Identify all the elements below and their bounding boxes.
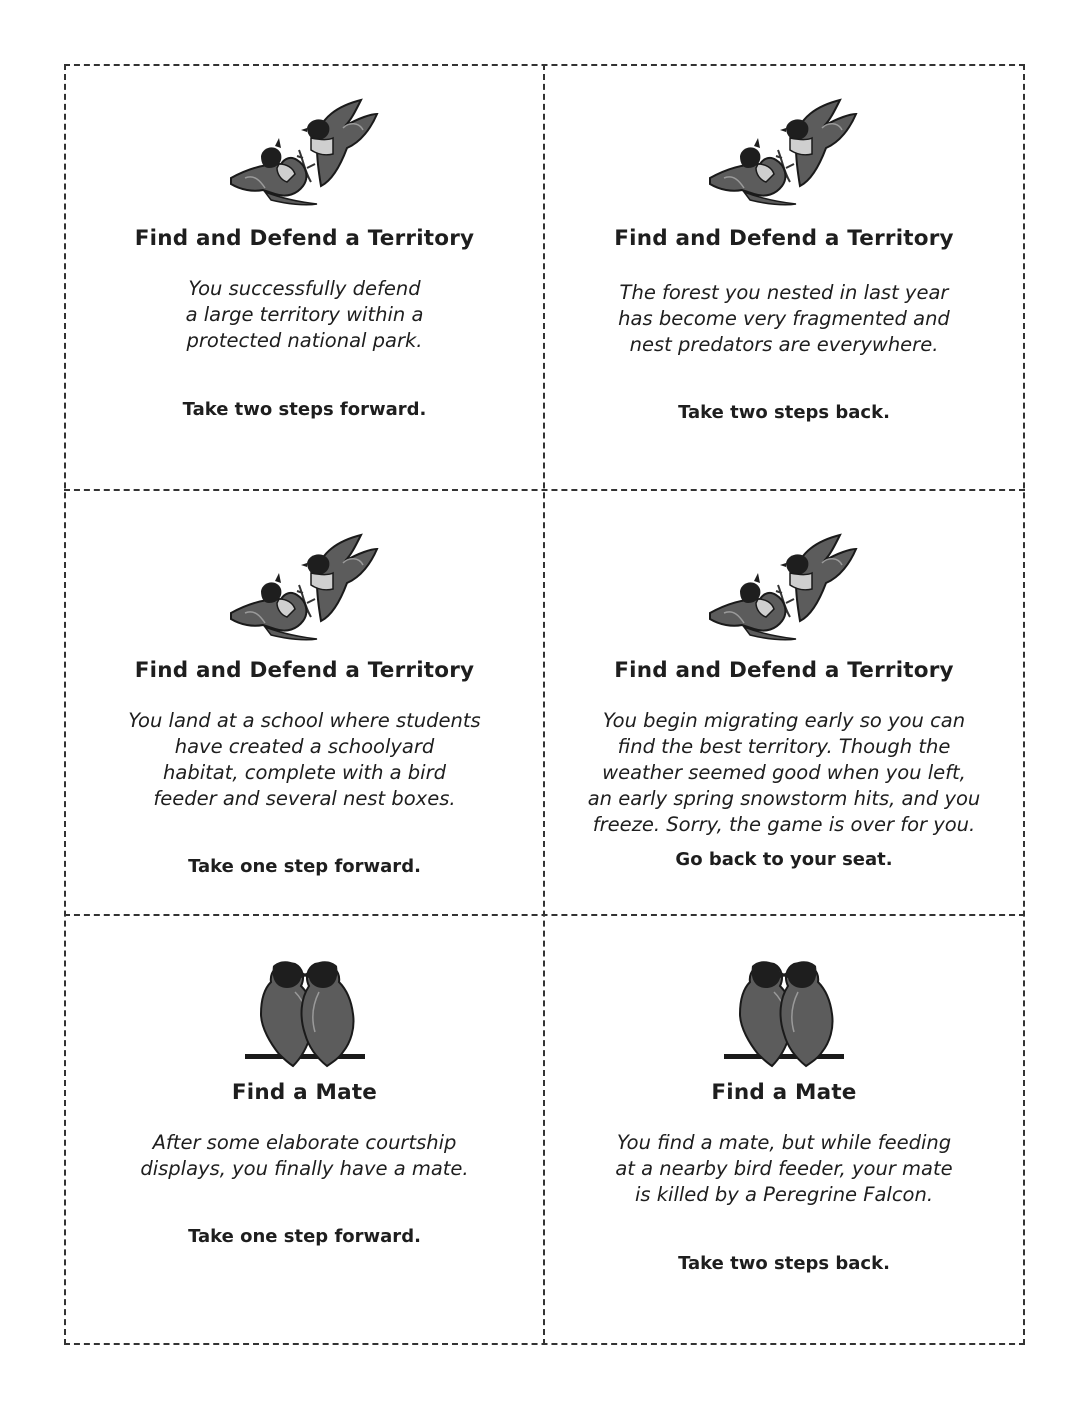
defending-birds-icon: [545, 98, 1023, 218]
game-card: [545, 66, 1023, 489]
card-body: You land at a school where students have created a schoolyard habitat, complete with a bird feeder and several nest boxes.: [128, 709, 481, 810]
card-title: Find and Defend a Territory: [614, 226, 954, 251]
card-title: Find and Defend a Territory: [614, 658, 954, 683]
card-action: Take two steps back.: [678, 1253, 890, 1274]
card-action: Take one step forward.: [188, 856, 421, 877]
perched-pair-icon: [545, 958, 1023, 1078]
card-action: Take two steps forward.: [182, 399, 427, 420]
game-card: [66, 491, 543, 914]
defending-birds-icon: [545, 533, 1023, 653]
game-card: [66, 66, 543, 489]
cut-line: [1023, 64, 1025, 1345]
card-body: After some elaborate courtship displays, you finally have a mate.: [140, 1131, 469, 1180]
perched-pair-icon: [66, 958, 543, 1078]
game-card: [545, 491, 1023, 914]
card-action: Take one step forward.: [188, 1226, 421, 1247]
card-title: Find a Mate: [711, 1080, 857, 1105]
game-card: [66, 916, 543, 1343]
card-body: You find a mate, but while feeding at a nearby bird feeder, your mate is killed by a Peregrine Falcon.: [615, 1131, 953, 1206]
card-body: You begin migrating early so you can find the best territory. Though the weather seemed good when you left, an early spring snowstorm hits, and you freeze. Sorry, the game is over for you.: [587, 709, 981, 836]
card-body: You successfully defend a large territory within a protected national park.: [185, 277, 424, 352]
card-body: The forest you nested in last year has become very fragmented and nest predators are everywhere.: [618, 281, 950, 356]
card-action: Go back to your seat.: [675, 849, 893, 870]
card-title: Find and Defend a Territory: [134, 226, 475, 251]
game-card: [545, 916, 1023, 1343]
card-title: Find and Defend a Territory: [134, 658, 475, 683]
card-title: Find a Mate: [231, 1080, 378, 1105]
defending-birds-icon: [66, 98, 543, 218]
card-sheet: [64, 64, 1025, 1345]
defending-birds-icon: [66, 533, 543, 653]
card-action: Take two steps back.: [678, 402, 890, 423]
